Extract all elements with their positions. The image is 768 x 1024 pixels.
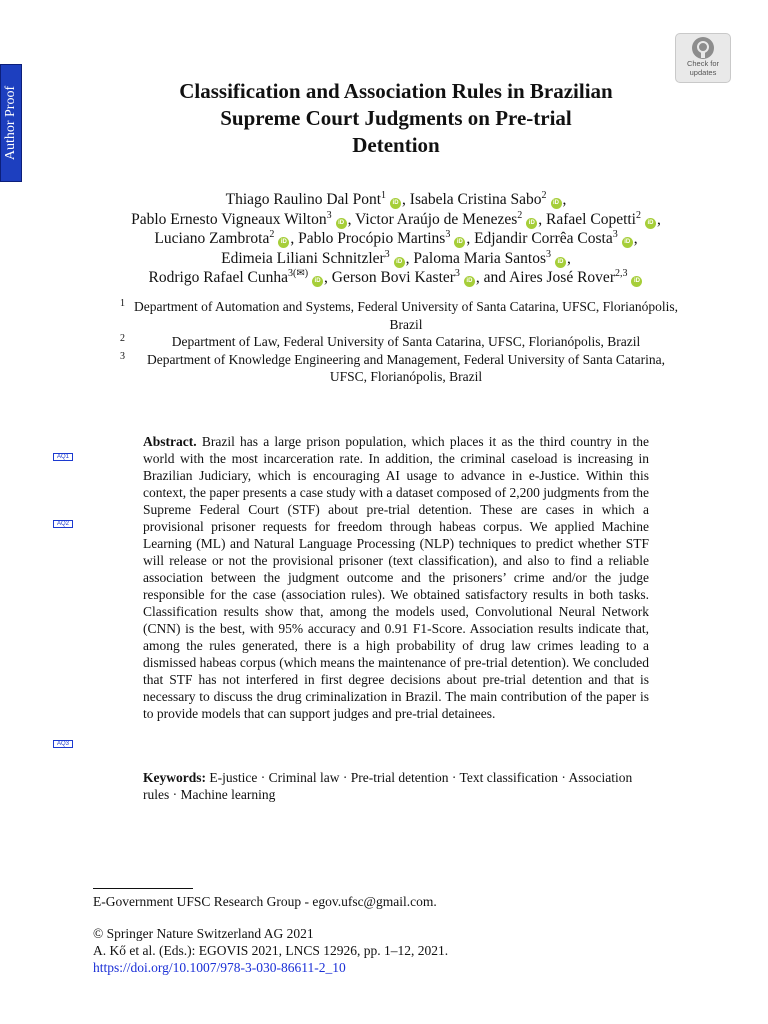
copyright-block xyxy=(93,925,693,976)
author-name: Edimeia Liliani Schnitzler xyxy=(221,249,385,267)
abstract xyxy=(143,433,649,722)
affiliation-text: Department of Automation and Systems, Federal University of Santa Catarina, UFSC, Florianópolis, Brazil xyxy=(133,299,679,332)
orcid-icon[interactable]: iD xyxy=(645,218,656,229)
keywords xyxy=(143,769,649,803)
check-for-updates-button[interactable] xyxy=(675,33,731,83)
title-line-1: Classification and Association Rules in Brazilian xyxy=(179,79,613,103)
author-line xyxy=(80,210,712,230)
author-line xyxy=(80,249,712,269)
title-line-3: Detention xyxy=(352,133,440,157)
author-affil-sup: 3(✉) xyxy=(288,267,309,279)
author-affil-sup: 1 xyxy=(381,189,387,201)
affiliation-item xyxy=(115,351,680,386)
author-name: Rodrigo Rafael Cunha xyxy=(148,269,288,286)
author-name: Aires José Rover xyxy=(509,269,615,286)
author-separator: , xyxy=(657,210,661,228)
author-list xyxy=(80,190,712,288)
citation-line: A. Kő et al. (Eds.): EGOVIS 2021, LNCS 12926, pp. 1–12, 2021. xyxy=(93,943,449,958)
affiliations xyxy=(115,298,680,386)
author-separator: , xyxy=(402,191,410,208)
copyright-line: © Springer Nature Switzerland AG 2021 xyxy=(93,926,314,941)
orcid-icon[interactable]: iD xyxy=(526,218,537,229)
author-name: Gerson Bovi Kaster xyxy=(331,269,455,286)
author-affil-sup: 3 xyxy=(546,248,552,260)
author-separator: , xyxy=(567,249,571,267)
affiliation-text: Department of Law, Federal University of Santa Catarina, UFSC, Florianópolis, Brazil xyxy=(171,334,641,349)
author-affil-sup: 2,3 xyxy=(614,267,628,279)
orcid-icon[interactable]: iD xyxy=(394,257,405,268)
author-line xyxy=(80,229,712,249)
author-separator: , xyxy=(562,191,567,208)
author-name: Victor Araújo de Menezes xyxy=(355,210,518,228)
author-query-marker[interactable]: AQ3 xyxy=(53,740,73,748)
affiliation-number: 1 xyxy=(120,298,125,309)
affiliation-number: 3 xyxy=(120,350,125,362)
author-name: Pablo Ernesto Vigneaux Wilton xyxy=(131,210,327,228)
check-for-updates-line1: Check for xyxy=(686,59,720,68)
author-separator: , and xyxy=(475,269,510,286)
abstract-text: Brazil has a large prison population, which places it as the third country in the world with the most incarceration rate. In addition, the criminal caseload is increasing in Brazilian Judiciary, which is encouraging AI usage to advance in e-Justice. Within this context, the paper presents a case study with a dataset composed of 2,200 judgments from the Supreme Federal Court (STF) about pre-trial detention. These are cases in which a provisional prisoner requests for freedom through habeas corpus. We applied Machine Learning (ML) and Natural Language Processing (NLP) techniques to predict whether STF will release or not the provisional prisoner (text classification), and also to find a reliable association between the judgment outcome and the prisoners’ crime and/or the judge responsible for the case (association rules). We obtained satisfactory results in both tasks. Classification results show that, among the models used, Convolutional Neural Network (CNN) is the best, with 95% accuracy and 0.91 F1-Score. Association results indicate that, among the rules generated, there is a high probability of drug law crimes leading to a dismissed habeas corpus (which means the maintenance of pre-trial detention). We concluded that STF has not interfered in first degree decisions about pre-trial detention and that is necessary to discuss the drug criminalization in Brazil. The main contribution of the paper is to provide models that can support judges and pre-trial detainees. xyxy=(143,434,650,721)
affiliation-text: Department of Knowledge Engineering and Management, Federal University of Santa Catarina, UFSC, Florianópolis, Brazil xyxy=(146,351,666,384)
author-query-marker[interactable]: AQ2 xyxy=(53,520,73,528)
affiliation-item xyxy=(115,333,680,351)
author-name: Pablo Procópio Martins xyxy=(298,230,446,247)
orcid-icon[interactable]: iD xyxy=(631,276,642,287)
orcid-icon[interactable]: iD xyxy=(622,237,633,248)
orcid-icon[interactable]: iD xyxy=(551,198,562,209)
author-query-marker[interactable]: AQ1 xyxy=(53,453,73,461)
author-line xyxy=(80,268,712,288)
footnote: E-Government UFSC Research Group - egov.ufsc@gmail.com. xyxy=(93,894,437,909)
author-proof-tab xyxy=(0,64,22,182)
doi-link[interactable]: https://doi.org/10.1007/978-3-030-86611-2_10 xyxy=(93,960,346,975)
author-line xyxy=(80,190,712,210)
crossmark-icon xyxy=(692,37,714,59)
abstract-label: Abstract. xyxy=(143,434,197,449)
orcid-icon[interactable]: iD xyxy=(464,276,475,287)
title-line-2: Supreme Court Judgments on Pre-trial xyxy=(220,106,572,130)
author-affil-sup: 3 xyxy=(445,228,451,240)
keywords-text: E-justice · Criminal law · Pre-trial detention · Text classification · Association rules · Machine learning xyxy=(143,770,633,802)
author-separator: , xyxy=(538,210,547,228)
author-affil-sup: 2 xyxy=(269,228,275,240)
footnote-divider xyxy=(93,888,193,889)
author-affil-sup: 2 xyxy=(517,209,523,221)
orcid-icon[interactable]: iD xyxy=(312,276,323,287)
author-name: Rafael Copetti xyxy=(546,210,636,228)
orcid-icon[interactable]: iD xyxy=(278,237,289,248)
author-separator: , xyxy=(466,230,475,247)
author-separator: , xyxy=(324,269,332,286)
orcid-icon[interactable]: iD xyxy=(555,257,566,268)
author-affil-sup: 2 xyxy=(541,189,547,201)
author-affil-sup: 3 xyxy=(612,228,618,240)
orcid-icon[interactable]: iD xyxy=(454,237,465,248)
keywords-label: Keywords: xyxy=(143,770,206,785)
author-name: Thiago Raulino Dal Pont xyxy=(225,191,382,208)
author-proof-label: Author Proof xyxy=(3,85,18,161)
author-separator: , xyxy=(633,230,638,247)
author-separator: , xyxy=(405,249,414,267)
author-affil-sup: 3 xyxy=(326,209,332,221)
author-name: Edjandir Corrêa Costa xyxy=(474,230,613,247)
author-name: Isabela Cristina Sabo xyxy=(409,191,542,208)
paper-title xyxy=(120,78,672,159)
author-affil-sup: 3 xyxy=(454,267,460,279)
author-name: Luciano Zambrota xyxy=(154,230,270,247)
check-for-updates-line2: updates xyxy=(689,67,717,77)
author-affil-sup: 2 xyxy=(636,209,641,221)
affiliation-item xyxy=(115,298,680,333)
orcid-icon[interactable]: iD xyxy=(336,218,347,229)
author-affil-sup: 3 xyxy=(384,248,390,260)
affiliation-number: 2 xyxy=(120,333,125,344)
author-separator: , xyxy=(347,210,356,228)
author-separator: , xyxy=(290,230,299,247)
author-name: Paloma Maria Santos xyxy=(413,249,547,267)
orcid-icon[interactable]: iD xyxy=(390,198,401,209)
